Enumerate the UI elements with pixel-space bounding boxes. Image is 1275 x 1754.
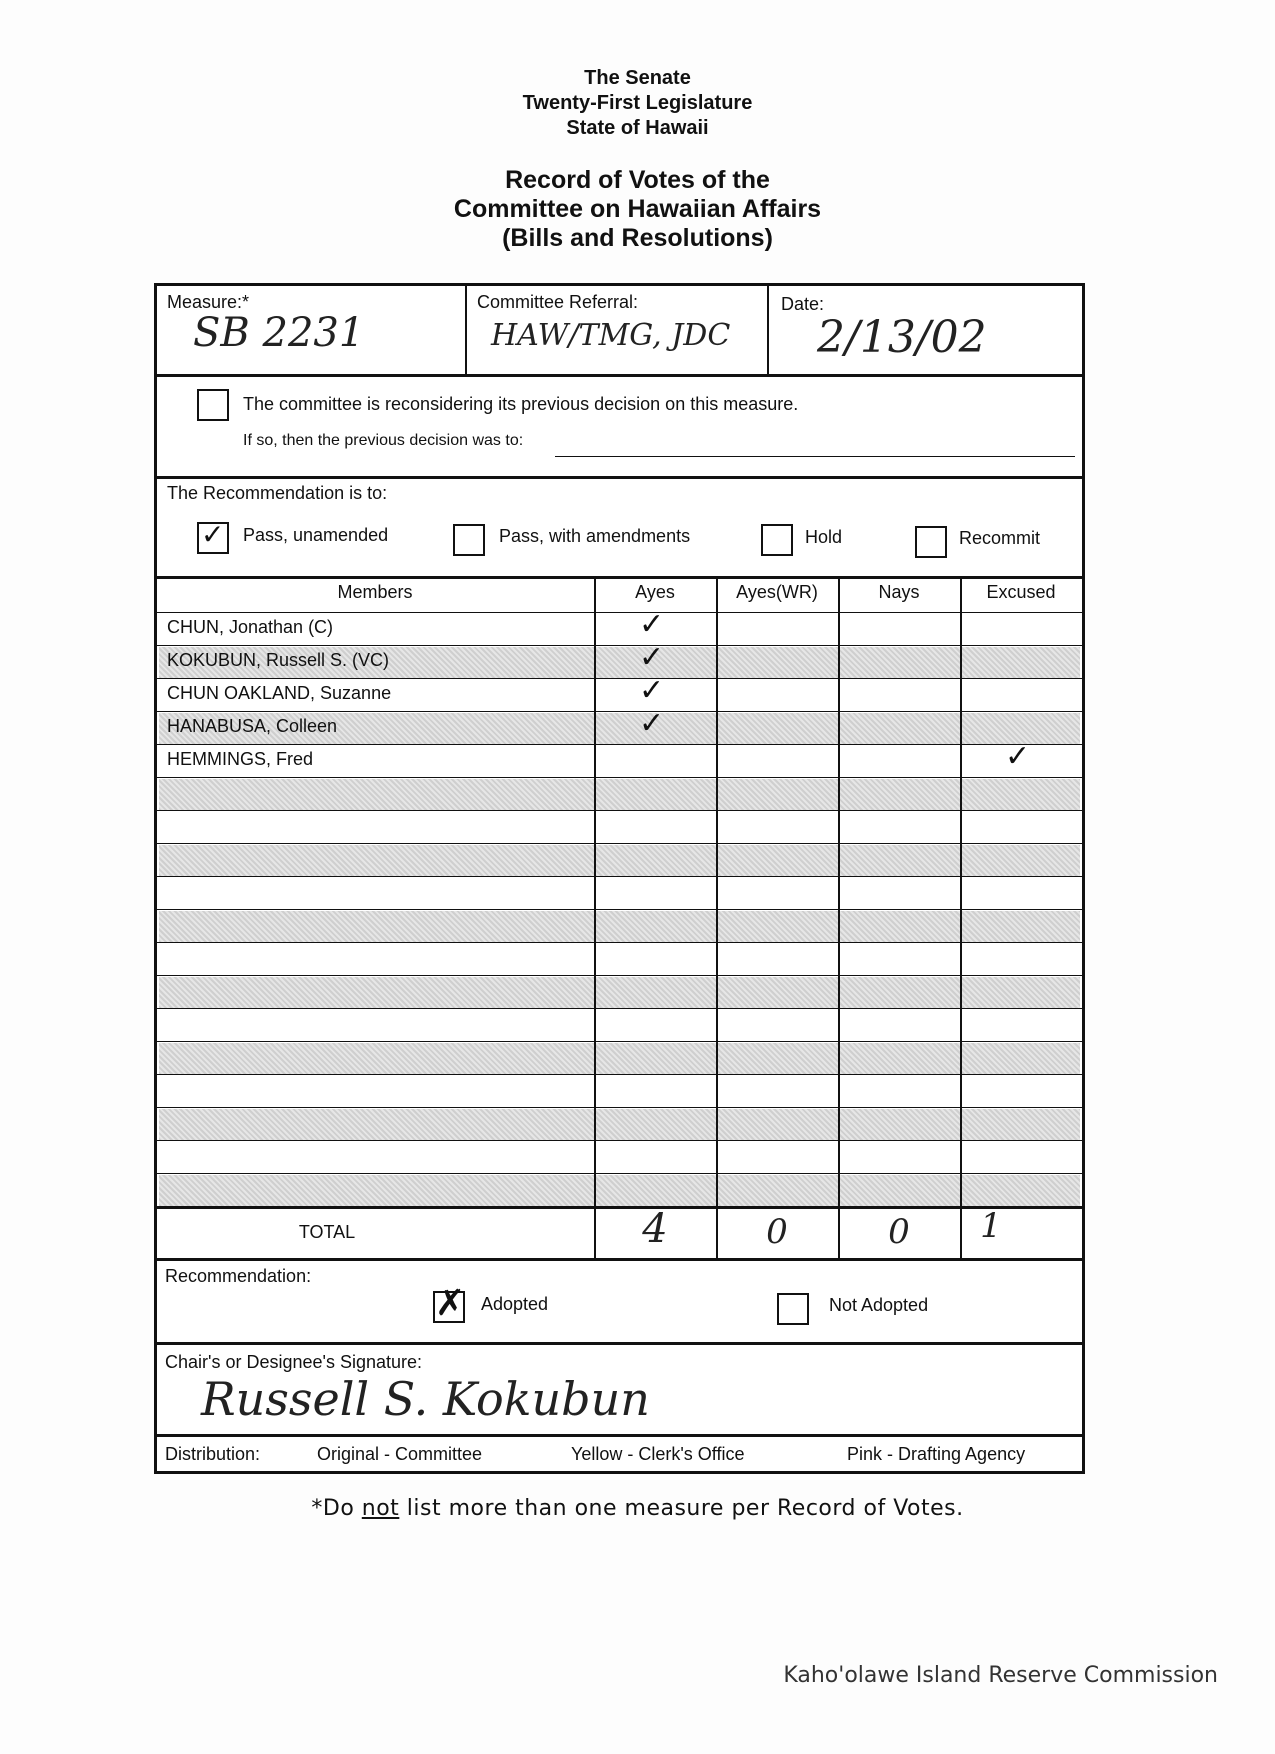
member-name: KOKUBUN, Russell S. (VC) (167, 650, 390, 670)
vote-record-form (154, 283, 1085, 1474)
rule (157, 612, 1082, 613)
shaded-row (159, 1043, 1080, 1074)
referral-label: Committee Referral: (477, 292, 639, 312)
previous-decision-label: If so, then the previous decision was to: (243, 432, 524, 449)
senate-header (0, 66, 1275, 141)
col-ayes: Ayes (635, 582, 675, 602)
check-icon: ✓ (201, 518, 225, 551)
form-title (0, 166, 1275, 253)
rule (157, 1342, 1082, 1345)
option-pass-unamended: Pass, unamended (243, 525, 389, 545)
footnote-suffix: list more than one measure per Record of Votes. (399, 1496, 964, 1521)
excused-check-icon: ✓ (1005, 739, 1031, 774)
total-label: TOTAL (298, 1222, 356, 1242)
distribution-pink: Pink - Drafting Agency (847, 1444, 1026, 1464)
distribution-yellow: Yellow - Clerk's Office (571, 1444, 745, 1464)
adopted-label: Adopted (481, 1294, 549, 1314)
signature-value[interactable]: Russell S. Kokubun (201, 1372, 650, 1426)
shaded-row (159, 779, 1080, 810)
aye-check-icon: ✓ (639, 706, 665, 741)
rule (157, 645, 1082, 646)
divider (465, 286, 467, 374)
rule (157, 1258, 1082, 1261)
distribution-original: Original - Committee (317, 1444, 483, 1464)
member-name: HANABUSA, Colleen (167, 716, 338, 736)
col-members: Members (337, 582, 413, 602)
rule (157, 1434, 1082, 1437)
title-line-1: Record of Votes of the (505, 166, 770, 194)
final-recommendation-label: Recommendation: (165, 1266, 312, 1286)
footnote-emphasis: not (361, 1496, 400, 1521)
cross-icon: ✗ (435, 1283, 466, 1324)
pass-unamended-checkbox[interactable] (197, 518, 229, 554)
rule (157, 744, 1082, 745)
not-adopted-label: Not Adopted (829, 1295, 929, 1315)
rule (157, 810, 1082, 811)
divider (767, 286, 769, 374)
measure-label: Measure:* (167, 292, 250, 312)
rule (157, 777, 1082, 778)
footnote-prefix: *Do (311, 1496, 362, 1521)
referral-value[interactable]: HAW/TMG, JDC (491, 318, 731, 353)
rule (157, 374, 1082, 377)
date-label: Date: (781, 294, 825, 314)
shaded-row (159, 845, 1080, 876)
total-excused: 1 (980, 1206, 1002, 1246)
source-credit: Kaho'olawe Island Reserve Commission (783, 1663, 1218, 1688)
rule (157, 711, 1082, 712)
col-excused: Excused (986, 582, 1056, 602)
shaded-row (159, 911, 1080, 942)
reconsider-text: The committee is reconsidering its previous decision on this measure. (243, 394, 799, 414)
footnote (0, 1496, 1275, 1521)
rule (157, 1074, 1082, 1075)
measure-value[interactable]: SB 2231 (193, 310, 365, 356)
previous-decision-field[interactable] (555, 456, 1075, 457)
total-ayes: 4 (642, 1206, 668, 1252)
date-value[interactable]: 2/13/02 (817, 312, 987, 363)
header-line-1: The Senate (584, 67, 691, 89)
aye-check-icon: ✓ (639, 640, 665, 675)
rule (157, 942, 1082, 943)
reconsider-checkbox[interactable] (197, 389, 229, 421)
header-line-2: Twenty-First Legislature (522, 92, 753, 114)
member-name: CHUN OAKLAND, Suzanne (167, 683, 392, 703)
member-name: HEMMINGS, Fred (167, 749, 314, 769)
rule (157, 576, 1082, 579)
rule (157, 975, 1082, 976)
total-nays: 0 (888, 1212, 910, 1252)
rule (157, 1173, 1082, 1174)
not-adopted-checkbox[interactable] (777, 1293, 809, 1325)
title-line-3: (Bills and Resolutions) (502, 224, 773, 252)
shaded-row (159, 1175, 1080, 1206)
rule (157, 1107, 1082, 1108)
rule (157, 1140, 1082, 1141)
col-ayes-wr: Ayes(WR) (736, 582, 818, 602)
shaded-row (159, 1109, 1080, 1140)
rule (157, 1008, 1082, 1009)
recommendation-label: The Recommendation is to: (167, 483, 388, 503)
aye-check-icon: ✓ (639, 673, 665, 708)
shaded-row (159, 977, 1080, 1008)
rule (157, 909, 1082, 910)
adopted-checkbox[interactable] (433, 1283, 466, 1324)
rule (157, 476, 1082, 479)
option-hold: Hold (805, 527, 843, 547)
rule (157, 1041, 1082, 1042)
rule (157, 843, 1082, 844)
total-ayes-wr: 0 (766, 1212, 788, 1252)
recommit-checkbox[interactable] (915, 526, 947, 558)
header-line-3: State of Hawaii (566, 117, 709, 139)
col-nays: Nays (878, 582, 920, 602)
rule (157, 678, 1082, 679)
distribution-label: Distribution: (165, 1444, 261, 1464)
pass-with-amendments-checkbox[interactable] (453, 524, 485, 556)
hold-checkbox[interactable] (761, 524, 793, 556)
option-pass-with-amendments: Pass, with amendments (499, 526, 691, 546)
signature-label: Chair's or Designee's Signature: (165, 1352, 423, 1372)
aye-check-icon: ✓ (639, 607, 665, 642)
title-line-2: Committee on Hawaiian Affairs (453, 195, 822, 223)
option-recommit: Recommit (959, 528, 1041, 548)
rule (157, 876, 1082, 877)
member-name: CHUN, Jonathan (C) (167, 617, 334, 637)
